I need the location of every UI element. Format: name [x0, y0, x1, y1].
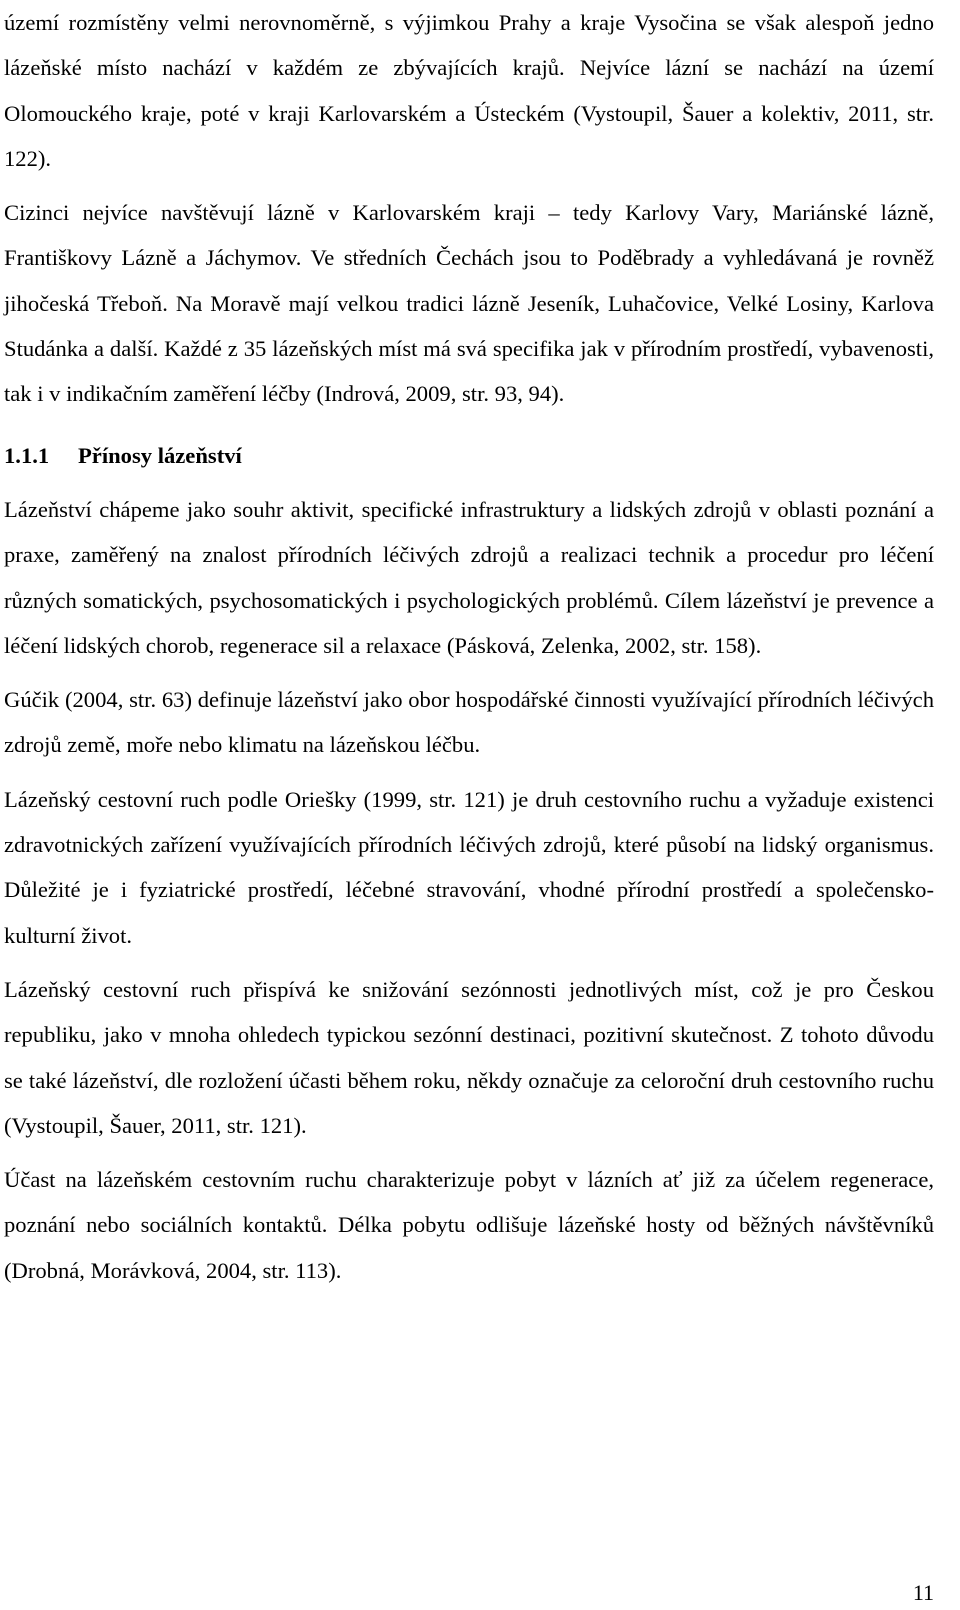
document-page — [4, 0, 934, 1293]
paragraph-gap — [4, 768, 934, 777]
body-paragraph: Gúčik (2004, str. 63) definuje lázeňství jako obor hospodářské činnosti využívající přírodních léčivých zdrojů země, moře nebo klimatu na lázeňskou léčbu. — [4, 687, 934, 758]
paragraph-gap — [4, 1148, 934, 1157]
paragraph-gap — [4, 958, 934, 967]
heading-gap — [4, 478, 934, 487]
body-paragraph: Lázeňství chápeme jako souhr aktivit, specifické infrastruktury a lidských zdrojů v oblasti poznání a praxe, zaměřený na znalost přírodních léčivých zdrojů a realizaci technik a procedur pro léčení různých somatických, psychosomatických i psychologických problémů. Cílem lázeňství je prevence a léčení lidských chorob, regenerace sil a relaxace (Pásková, Zelenka, 2002, str. 158). — [4, 496, 934, 658]
heading-gap — [4, 417, 934, 433]
body-paragraph: Lázeňský cestovní ruch přispívá ke snižování sezónnosti jednotlivých míst, což je pro Českou republiku, jako v mnoha ohledech typickou sezónní destinaci, pozitivní skutečnost. Z tohoto důvodu se také lázeňství, dle rozložení účasti během roku, někdy označuje za celoroční druh cestovního ruchu (Vystoupil, Šauer, 2011, str. 121). — [4, 976, 934, 1138]
section-title: Přínosy lázeňství — [78, 442, 242, 468]
body-paragraph: území rozmístěny velmi nerovnoměrně, s výjimkou Prahy a kraje Vysočina se však alespoň jedno lázeňské místo nachází v každém ze zbývajících krajů. Nejvíce lázní se nachází na území Olomouckého kraje, poté v kraji Karlovarském a Ústeckém (Vystoupil, Šauer a kolektiv, 2011, str. 122). — [4, 10, 934, 171]
paragraph-gap — [4, 181, 934, 190]
page-number: 11 — [912, 1580, 934, 1605]
body-paragraph: Cizinci nejvíce navštěvují lázně v Karlovarském kraji – tedy Karlovy Vary, Mariánské lázně, Františkovy Lázně a Jáchymov. Ve středních Čechách jsou to Poděbrady a vyhledávaná je rovněž jihočeská Třeboň. Na Moravě mají velkou tradici lázně Jeseník, Luhačovice, Velké Losiny, Karlova Studánka a další. Každé z 35 lázeňských míst má svá specifika jak v přírodním prostředí, vybavenosti, tak i v indikačním zaměření léčby (Indrová, 2009, str. 93, 94). — [4, 200, 934, 407]
section-number: 1.1.1 — [4, 442, 50, 468]
section-heading — [4, 433, 934, 478]
body-paragraph: Lázeňský cestovní ruch podle Oriešky (1999, str. 121) je druh cestovního ruchu a vyžaduje existenci zdravotnických zařízení využívajících přírodních léčivých zdrojů, které působí na lidský organismus. Důležité je i fyziatrické prostředí, léčebné stravování, vhodné přírodní prostředí a společensko-kulturní život. — [4, 786, 934, 948]
paragraph-gap — [4, 668, 934, 677]
body-paragraph: Účast na lázeňském cestovním ruchu charakterizuje pobyt v lázních ať již za účelem regenerace, poznání nebo sociálních kontaktů. Délka pobytu odlišuje lázeňské hosty od běžných návštěvníků (Drobná, Morávková, 2004, str. 113). — [4, 1167, 934, 1283]
